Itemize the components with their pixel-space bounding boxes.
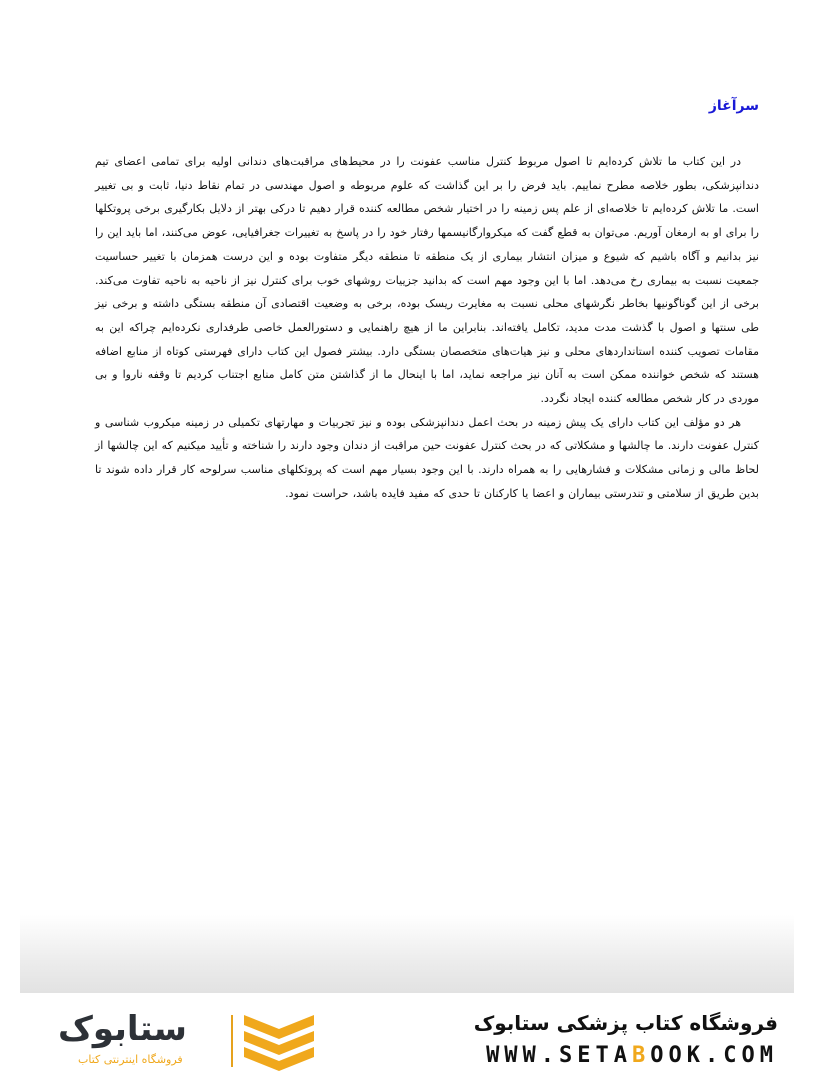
book-chevron-icon <box>242 1013 316 1071</box>
setabook-logo[interactable] <box>56 1009 318 1073</box>
footer <box>0 993 814 1079</box>
url-part-1: WWW.SETA <box>486 1043 633 1068</box>
store-url[interactable] <box>486 1043 778 1068</box>
paragraph-1: در این کتاب ما تلاش کرده‌ایم تا اصول مربوط کنترل مناسب عفونت را در محیط‌های مراقبت‌های دندانی اولیه برای تمامی اعضای تیم دندانپزشکی، بطور خلاصه مطرح نماییم. باید فرض را بر این گذاشت که علوم مربوطه و اصول مهندسی در تمام نقاط دنیا، ثابت و بی تغییر است. ما تلاش کرده‌ایم تا خلاصه‌ای از علم پس زمینه را در اختیار شخص مطالعه کننده قرار دهیم تا درکی بهتر از دلایل بکارگیری برخی پروتکلها را برای او به ارمغان آوریم. می‌توان به قطع گفت که میکروارگانیسمها رفتار خود را در پاسخ به تغییرات جغرافیایی، عوض می‌کنند، اما باید این را نیز بدانیم و آگاه باشیم که شیوع و میزان انتشار بیماری از یک منطقه تا منطقه دیگر متفاوت بوده و این درست همزمان با تغییر حساسیت جمعیت نسبت به بیماری رخ می‌دهد. اما با این وجود مهم است که بدانید جزییات روشهای خوب برای کنترل نیز از ناحیه به ناحیه تفاوت می‌کند. برخی از این گوناگونیها بخاطر نگرشهای محلی نسبت به مغایرت ریسک بوده، برخی به وضعیت اقتصادی آن منطقه بستگی داشته و برخی نیز طی سنتها و اصول با گذشت مدت مدید، تکامل یافته‌اند. بنابراین ما از هیچ راهنمایی و دستورالعمل خاصی طرفداری نکرده‌ایم چراکه این به مقامات تصویب کننده استانداردهای محلی و نیز هیات‌های متخصصان بستگی دارد. بیشتر فصول این کتاب دارای فهرستی کوتاه از منابع اضافه هستند که شخص خواننده ممکن است به آنان نیز مراجعه نماید، اما با اینحال ما از گذاشتن متن کامل منابع اجتناب کردیم تا وقفه ناروا و بی موردی در کار شخص مطالعه کننده ایجاد نگردد. <box>95 155 759 406</box>
store-name: فروشگاه کتاب پزشکی ستابوک <box>473 1011 778 1035</box>
logo-divider <box>231 1015 233 1067</box>
logo-wordmark: ستابوک <box>58 1009 187 1049</box>
section-heading: سرآغاز <box>708 98 759 114</box>
url-part-2: OOK.COM <box>650 1043 778 1068</box>
logo-tagline: فروشگاه اینترنتی کتاب <box>78 1053 183 1066</box>
footer-shadow-band <box>20 915 794 993</box>
body-text <box>95 150 759 506</box>
paragraph-2: هر دو مؤلف این کتاب دارای یک پیش زمینه در بحث اعمل دندانپزشکی بوده و نیز تجربیات و مهارتهای تکمیلی در زمینه میکروب شناسی و کنترل عفونت دارند. ما چالشها و مشکلاتی که در بحث کنترل عفونت حین مراقبت از دندان وجود دارند را شناخته و تأیید میکنیم که این چالشها از لحاظ مالی و زمانی مشکلات و فشارهایی را به همراه دارند. با این وجود بسیار مهم است که پروتکلهای مناسب سرلوحه کار قرار داده شوند تا بدین طریق از سلامتی و تندرستی بیماران و اعضا یا کارکنان تا حدی که مفید فایده باشد، حراست نمود. <box>95 415 759 500</box>
url-accent-letter: B <box>632 1043 651 1068</box>
